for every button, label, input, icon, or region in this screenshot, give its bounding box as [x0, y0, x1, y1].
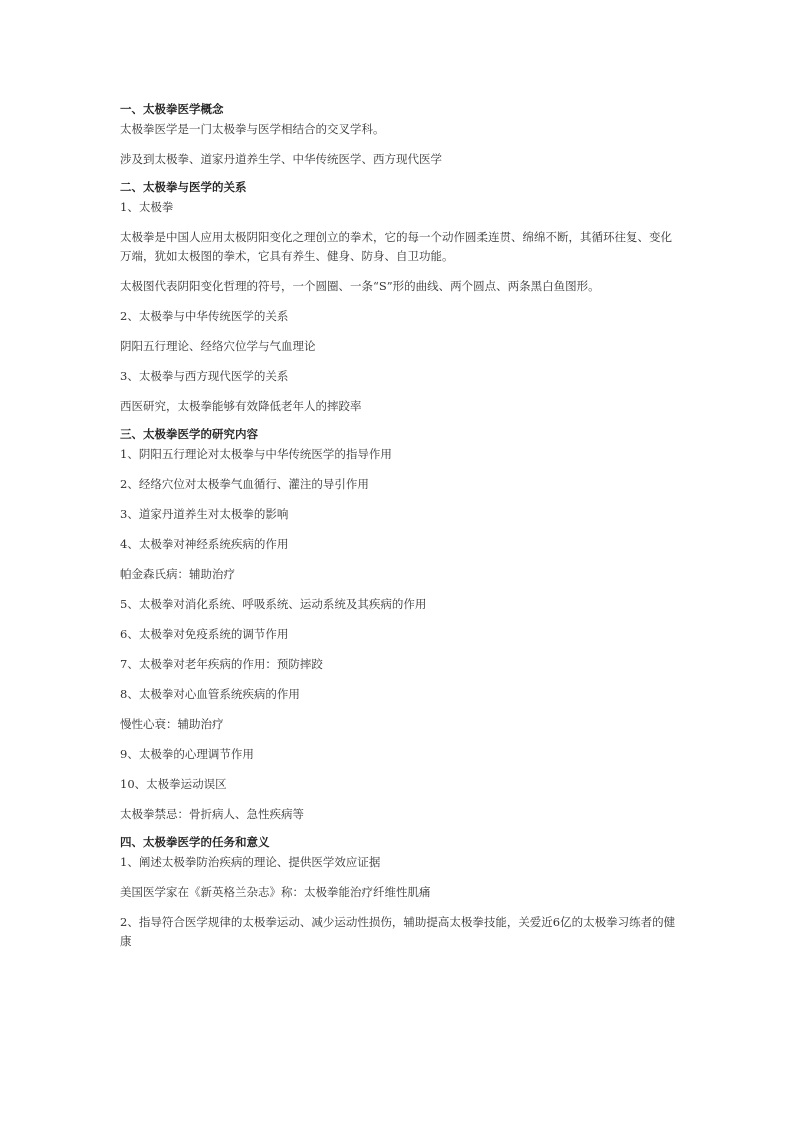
paragraph: 1、阴阳五行理论对太极拳与中华传统医学的指导作用 [120, 447, 392, 461]
section-heading: 四、太极拳医学的任务和意义 [120, 835, 270, 849]
paragraph: 慢性心衰：辅助治疗 [120, 717, 224, 731]
paragraph: 2、指导符合医学规律的太极拳运动、减少运动性损伤，辅助提高太极拳技能，关爱近6亿的太极拳习练者的健康 [120, 915, 676, 948]
paragraph: 2、太极拳与中华传统医学的关系 [120, 309, 289, 323]
section-heading: 三、太极拳医学的研究内容 [120, 427, 258, 441]
paragraph: 太极拳禁忌：骨折病人、急性疾病等 [120, 807, 304, 821]
paragraph: 8、太极拳对心血管系统疾病的作用 [120, 687, 300, 701]
section-heading: 一、太极拳医学概念 [120, 102, 224, 116]
paragraph: 6、太极拳对免疫系统的调节作用 [120, 627, 289, 641]
paragraph: 1、阐述太极拳防治疾病的理论、提供医学效应证据 [120, 855, 381, 869]
paragraph: 9、太极拳的心理调节作用 [120, 747, 254, 761]
paragraph: 阴阳五行理论、经络穴位学与气血理论 [120, 339, 316, 353]
paragraph: 3、道家丹道养生对太极拳的影响 [120, 507, 289, 521]
paragraph: 太极拳是中国人应用太极阴阳变化之理创立的拳术，它的每一个动作圆柔连贯、绵绵不断，其循环往复、变化万端，犹如太极图的拳术，它具有养生、健身、防身、自卫功能。 [120, 230, 672, 263]
document-page [120, 100, 680, 951]
paragraph: 5、太极拳对消化系统、呼吸系统、运动系统及其疾病的作用 [120, 597, 427, 611]
paragraph: 10、太极拳运动误区 [120, 777, 227, 791]
paragraph: 4、太极拳对神经系统疾病的作用 [120, 537, 289, 551]
paragraph: 西医研究，太极拳能够有效降低老年人的摔跤率 [120, 399, 362, 413]
paragraph: 3、太极拳与西方现代医学的关系 [120, 369, 289, 383]
paragraph: 7、太极拳对老年疾病的作用：预防摔跤 [120, 657, 323, 671]
paragraph: 涉及到太极拳、道家丹道养生学、中华传统医学、西方现代医学 [120, 152, 442, 166]
paragraph: 太极图代表阴阳变化哲理的符号，一个圆圈、一条“S”形的曲线、两个圆点、两条黑白鱼图形。 [120, 279, 600, 293]
paragraph: 美国医学家在《新英格兰杂志》称：太极拳能治疗纤维性肌痛 [120, 885, 431, 899]
section-heading: 二、太极拳与医学的关系 [120, 180, 247, 194]
paragraph: 太极拳医学是一门太极拳与医学相结合的交叉学科。 [120, 122, 385, 136]
paragraph: 1、太极拳 [120, 200, 174, 214]
paragraph: 2、经络穴位对太极拳气血循行、灌注的导引作用 [120, 477, 369, 491]
paragraph: 帕金森氏病：辅助治疗 [120, 567, 235, 581]
